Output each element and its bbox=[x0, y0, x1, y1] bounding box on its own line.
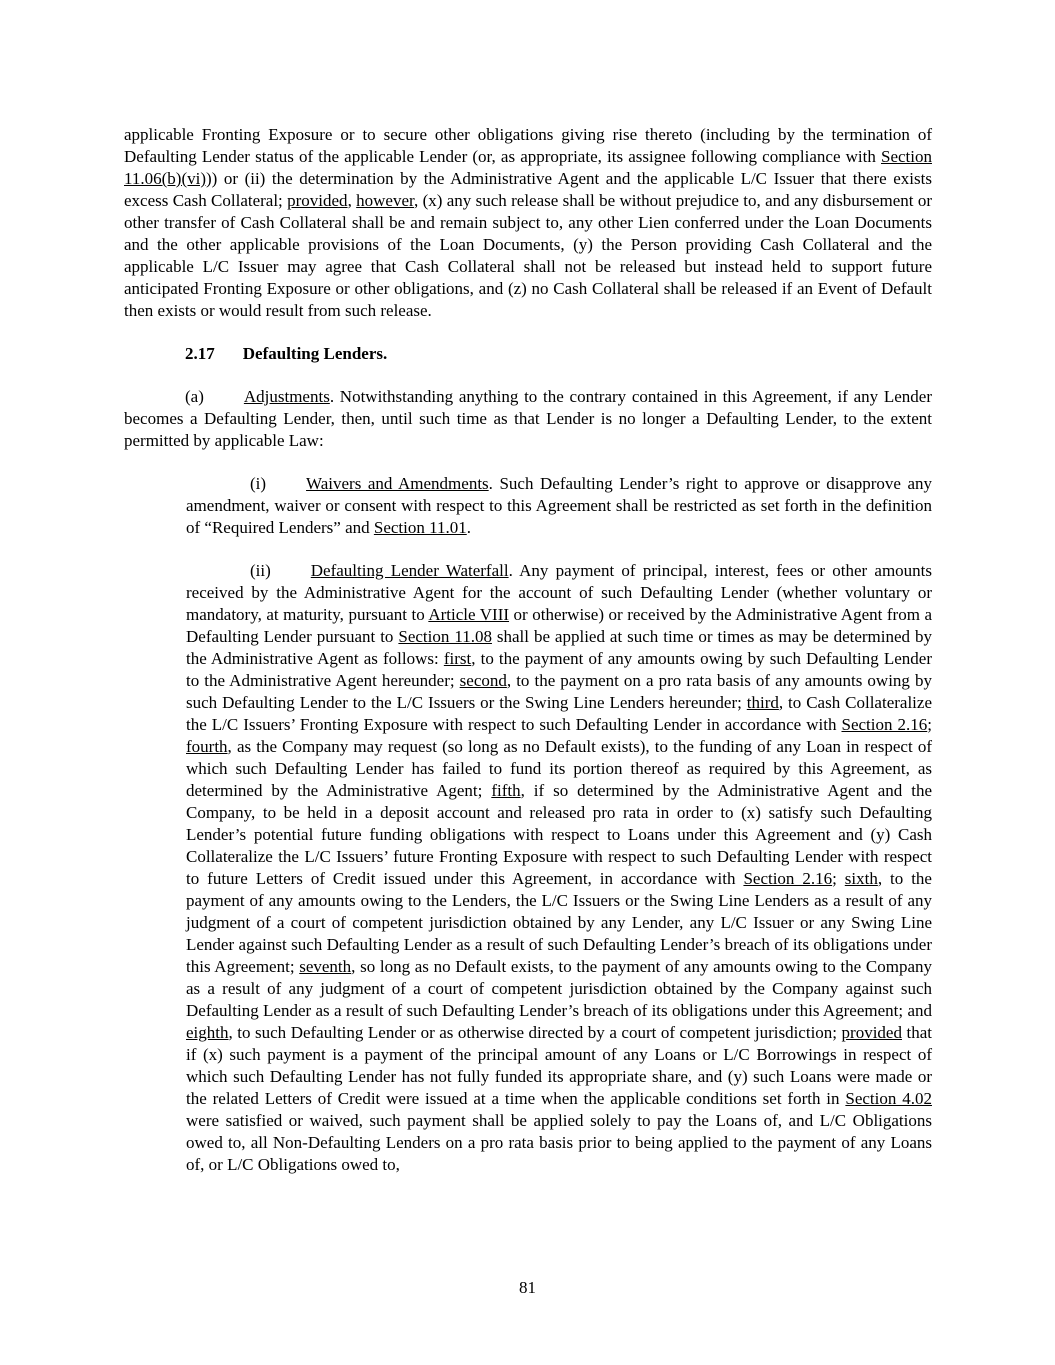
text-run: applicable Fronting Exposure or to secure other obligations giving rise thereto (including by the termination of Defaulting Lender status of the applicable Lender (or, as appropriate, its assignee following compliance with bbox=[124, 125, 932, 166]
paragraph-i-waivers-and-amendments bbox=[186, 473, 932, 539]
text-run: , as the Company may request (so long as no Default exists), to the funding of any Loan in respect of which such Defaulting Lender has failed to fund its portion thereof as required by this Agreement, as determined by the Administrative Agent; bbox=[186, 737, 932, 800]
underlined-text-run: provided bbox=[287, 191, 348, 210]
paragraph-ii-defaulting-lender-waterfall bbox=[186, 560, 932, 1176]
text-run: , bbox=[347, 191, 357, 210]
text-run: or otherwise) or received by the Administrative Agent from a Defaulting Lender pursuant to bbox=[186, 605, 932, 646]
text-run: , to the payment on a pro rata basis of any amounts owing by such Defaulting Lender to the L/C Issuers or the Swing Line Lenders hereunder; bbox=[186, 671, 932, 712]
text-run: ; bbox=[832, 869, 845, 888]
underlined-text-run: Section 11.06(b)(vi) bbox=[124, 147, 932, 188]
underlined-text-run: however bbox=[356, 191, 415, 210]
underlined-text-run: seventh bbox=[299, 957, 352, 976]
text-run: (ii) bbox=[250, 561, 271, 580]
text-run: were satisfied or waived, such payment shall be applied solely to pay the Loans of, and L/C Obligations owed to, all Non-Defaulting Lenders on a pro rata basis prior to being applied to the payment of any Loans of, or L/C Obligations owed to, bbox=[186, 1111, 932, 1174]
underlined-text-run: third bbox=[746, 693, 779, 712]
underlined-text-run: Section 2.16 bbox=[841, 715, 928, 734]
underlined-text-run: fourth bbox=[186, 737, 228, 756]
underlined-text-run: Section 4.02 bbox=[845, 1089, 932, 1108]
text-run: , to the payment of any amounts owing to the Lenders, the L/C Issuers or the Swing Line Lenders as a result of any judgment of a court of competent jurisdiction obtained by any Lender, any L/C Issuer or any Swing Line Lender against such Defaulting Lender as a result of such Defaulting Lender’s breach of its obligations under this Agreement; bbox=[186, 869, 932, 976]
underlined-text-run: fifth bbox=[491, 781, 521, 800]
underlined-text-run: second bbox=[459, 671, 507, 690]
text-run: that if (x) such payment is a payment of the principal amount of any Loans or L/C Borrowings in respect of which such Defaulting Lender has not fully funded its appropriate share, and (y) such Loans were made or the related Letters of Credit were issued at a time when the applicable conditions set forth in bbox=[186, 1023, 932, 1108]
underlined-text-run: Adjustments bbox=[243, 387, 330, 406]
text-run: , to the payment of any amounts owing by such Defaulting Lender to the Administrative Agent hereunder; bbox=[186, 649, 932, 690]
underlined-text-run: sixth bbox=[844, 869, 878, 888]
underlined-text-run: first bbox=[443, 649, 472, 668]
text-run: , to Cash Collateralize the L/C Issuers’ Fronting Exposure with respect to such Defaulting Lender in accordance with bbox=[186, 693, 932, 734]
underlined-text-run: Article VIII bbox=[428, 605, 510, 624]
underlined-text-run: eighth bbox=[186, 1023, 229, 1042]
page-number: 81 bbox=[519, 1278, 536, 1297]
text-run: , to such Defaulting Lender or as otherwise directed by a court of competent jurisdiction; bbox=[228, 1023, 842, 1042]
text-run: , (x) any such release shall be without prejudice to, and any disbursement or other transfer of Cash Collateral shall be and remain subject to, any other Lien conferred under the Loan Documents and the other applicable provisions of the Loan Documents, (y) the Person providing Cash Collateral and the applicable L/C Issuer may agree that Cash Collateral shall not be released but instead held to support future anticipated Fronting Exposure or other obligations, and (z) no Cash Collateral shall be released if an Event of Default then exists or would result from such release. bbox=[124, 191, 933, 320]
text-run: (i) bbox=[250, 474, 267, 493]
text-run: . Such Defaulting Lender’s right to approve or disapprove any amendment, waiver or consent with respect to this Agreement shall be restricted as set forth in the definition of “Required Lenders” and bbox=[186, 474, 932, 537]
text-run: , so long as no Default exists, to the payment of any amounts owing to the Company as a result of any judgment of a court of competent jurisdiction obtained by the Company against such Defaulting Lender as a result of such Defaulting Lender’s breach of its obligations under this Agreement; and bbox=[186, 957, 933, 1020]
underlined-text-run: Section 11.08 bbox=[398, 627, 492, 646]
underlined-text-run: Section 11.01 bbox=[373, 518, 467, 537]
page-content bbox=[124, 124, 932, 1197]
underlined-text-run: provided bbox=[841, 1023, 902, 1042]
text-run: , if so determined by the Administrative Agent and the Company, to be held in a deposit account and released pro rata in order to (x) satisfy such Defaulting Lender’s potential future funding obligations with respect to Loans under this Agreement and (y) Cash Collateralize the L/C Issuers’ future Fronting Exposure with respect to such Defaulting Lender with respect to future Letters of Credit issued under this Agreement, in accordance with bbox=[186, 781, 932, 888]
text-run: . Any payment of principal, interest, fees or other amounts received by the Administrative Agent for the account of such Defaulting Lender (whether voluntary or mandatory, at maturity, pursuant to bbox=[186, 561, 933, 624]
paragraph-continuation bbox=[124, 124, 932, 322]
text-run: . bbox=[466, 518, 471, 537]
text-run: 2.17 bbox=[185, 344, 215, 363]
paragraph-a-adjustments bbox=[124, 386, 932, 452]
underlined-text-run: Waivers and Amendments bbox=[306, 474, 489, 493]
underlined-text-run: Section 2.16 bbox=[743, 869, 833, 888]
text-run: Defaulting Lenders. bbox=[242, 344, 388, 363]
text-run: shall be applied at such time or times as may be determined by the Administrative Agent as follows: bbox=[186, 627, 932, 668]
underlined-text-run: Defaulting Lender Waterfall bbox=[310, 561, 509, 580]
text-run: ; bbox=[927, 715, 932, 734]
text-run: )) or (ii) the determination by the Administrative Agent and the applicable L/C Issuer that there exists excess Cash Collateral; bbox=[124, 169, 932, 210]
text-run: . Notwithstanding anything to the contrary contained in this Agreement, if any Lender becomes a Defaulting Lender, then, until such time as that Lender is no longer a Defaulting Lender, to the extent permitted by applicable Law: bbox=[124, 387, 932, 450]
section-heading-2-17-defaulting-lenders bbox=[124, 343, 932, 365]
text-run: (a) bbox=[185, 387, 204, 406]
